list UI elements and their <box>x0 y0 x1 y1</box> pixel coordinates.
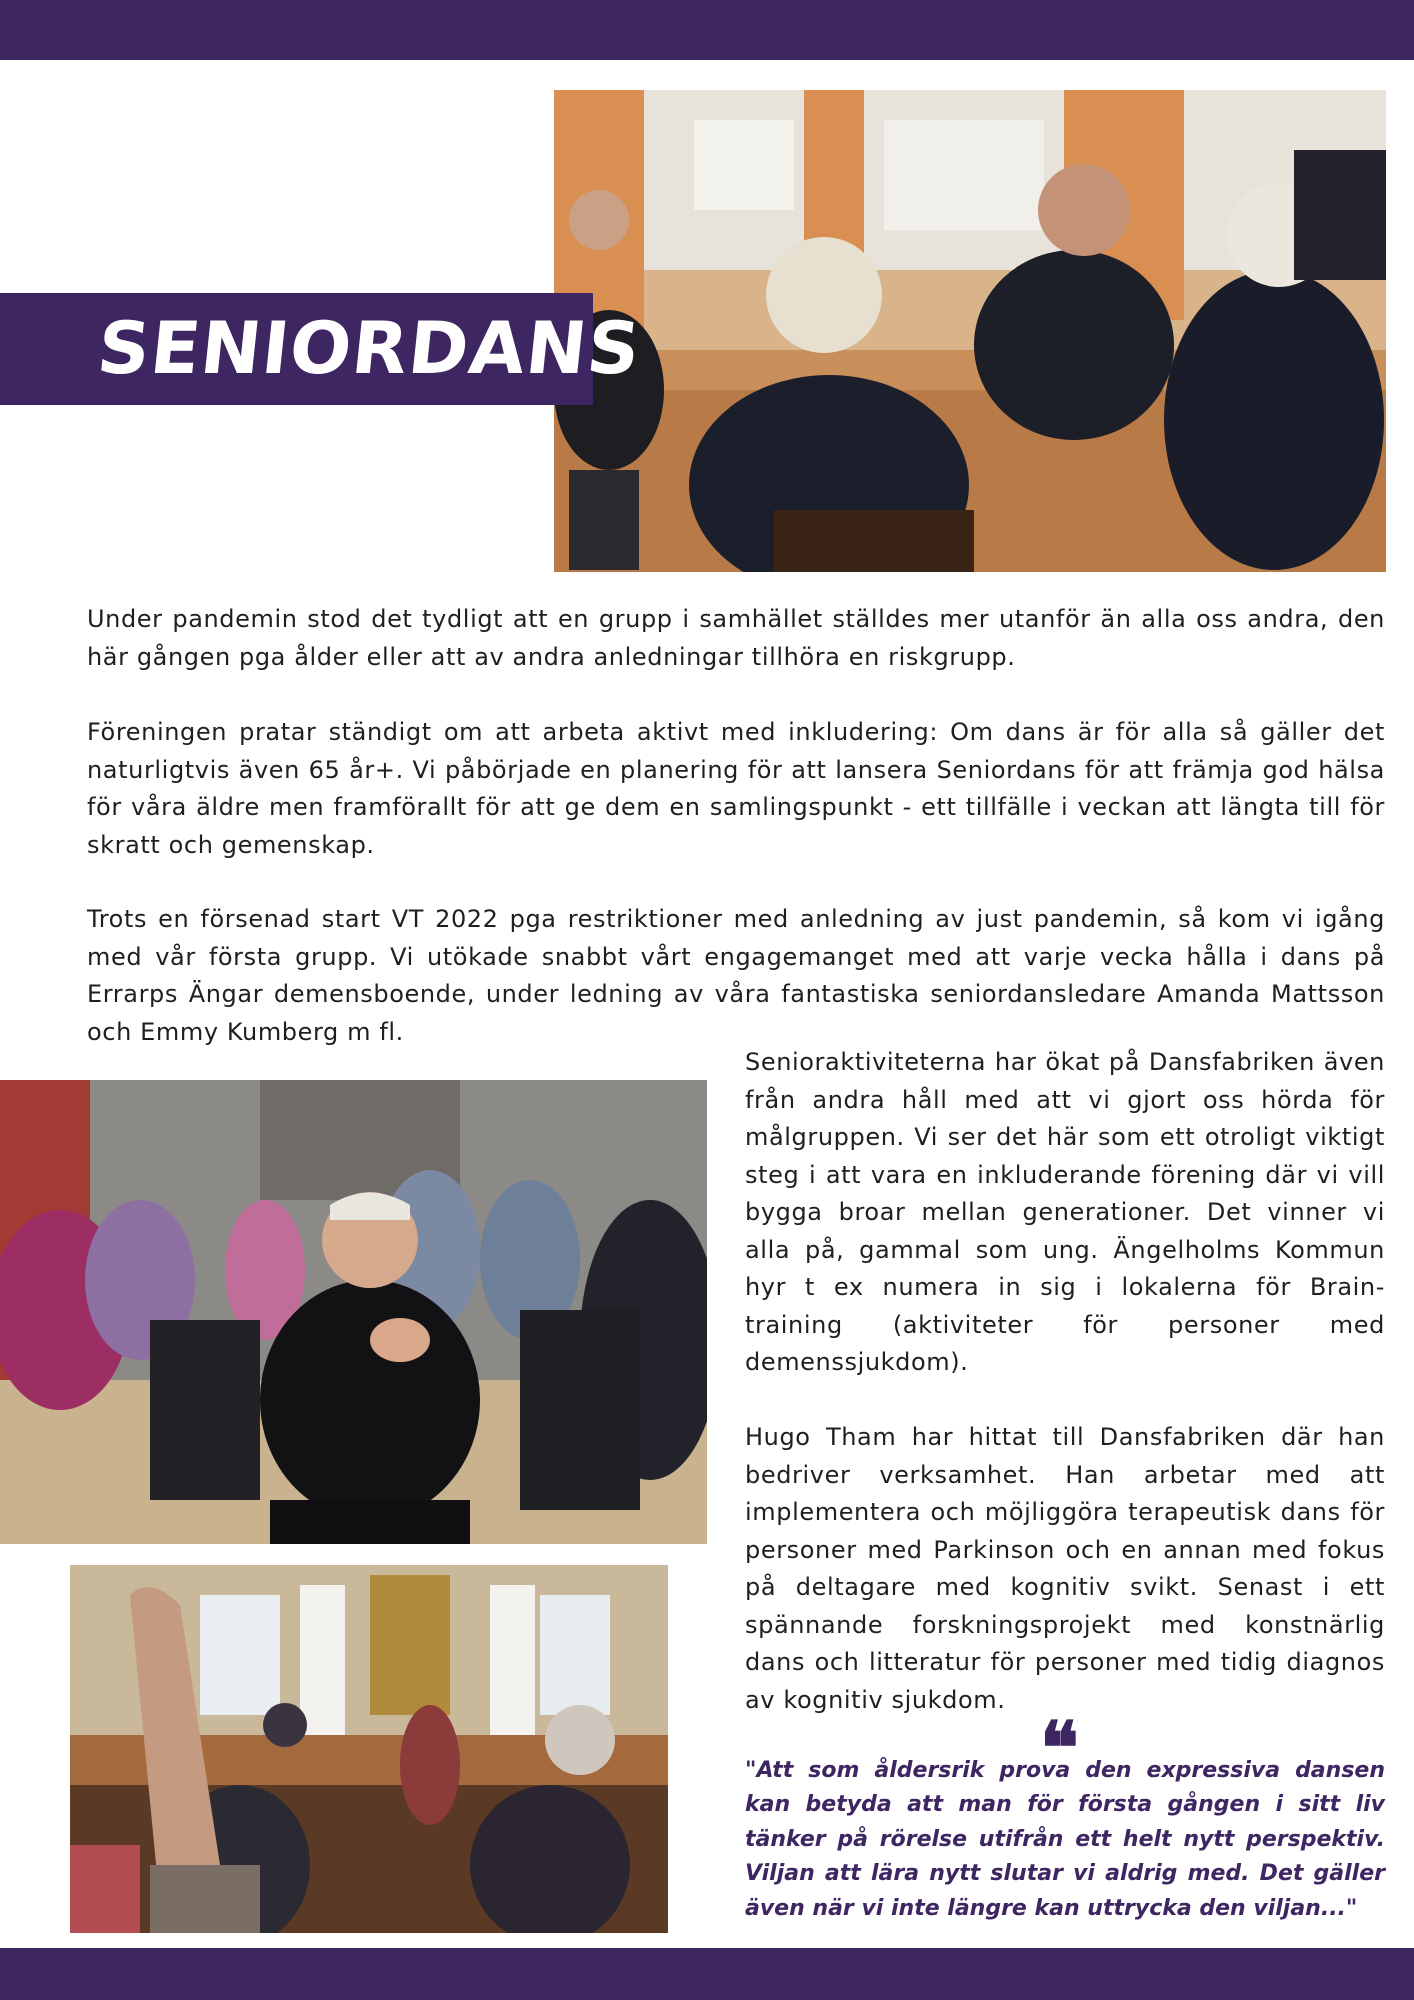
seated-dance-man-photo <box>0 1080 707 1544</box>
intro-paragraph-2: Föreningen pratar ständigt om att arbeta aktivt med inkludering: Om dans är för alla så gäller det naturligtvis även 65 år+. Vi påbörjade en planering för att lansera Seniordans för att främja god hälsa för våra äldre men framförallt för att ge dem en samlingspunkt - ett tillfälle i veckan att längta till för skratt och gemenskap. <box>87 718 1385 859</box>
studio-dance-photo <box>554 90 1386 572</box>
quote-mark-icon: ❝ <box>1040 1705 1079 1790</box>
side-paragraph-2: Hugo Tham har hittat till Dansfabriken där han bedriver verksamhet. Han arbetar med att implementera och möjliggöra terapeutisk dans för personer med Parkinson och en annan med fokus på deltagare med kognitiv svikt. Senast i ett spännande forskningsprojekt med konstnärlig dans och litteratur för personer med tidig diagnos av kognitiv sjukdom. <box>745 1423 1385 1714</box>
pull-quote: "Att som åldersrik prova den expressiva dansen kan betyda att man för första gången i sitt liv tänker på rörelse utifrån ett helt nytt perspektiv. Viljan att lära nytt slutar vi aldrig med. Det gäller även när vi inte längre kan uttrycka den viljan..." <box>745 1758 1385 1921</box>
raised-arms-group-photo <box>70 1565 668 1933</box>
intro-paragraph-3: Trots en försenad start VT 2022 pga restriktioner med anledning av just pandemin, så kom vi igång med vår första grupp. Vi utökade snabbt vårt engagemanget med att varje vecka hålla i dans på Errarps Ängar demensboende, under ledning av våra fantastiska seniordansledare Amanda Mattsson och Emmy Kumberg m fl. <box>87 905 1385 1046</box>
intro-paragraph-1: Under pandemin stod det tydligt att en grupp i samhället ställdes mer utanför än alla oss andra, den här gången pga ålder eller att av andra anledningar tillhöra en riskgrupp. <box>87 605 1385 671</box>
page-title: SENIORDANS <box>93 306 645 390</box>
top-brand-bar <box>0 0 1414 60</box>
side-paragraph-1: Senioraktiviteterna har ökat på Dansfabriken även från andra håll med att vi gjort oss hörda för målgruppen. Vi ser det här som ett otroligt viktigt steg i att vara en inkluderande förening där vi vill bygga broar mellan generationer. Det vinner vi alla på, gammal som ung. Ängelholms Kommun hyr t ex numera in sig i lokalerna för Brain-training (aktiviteter för personer med demenssjukdom). <box>745 1048 1385 1376</box>
bottom-brand-bar <box>0 1948 1414 2000</box>
